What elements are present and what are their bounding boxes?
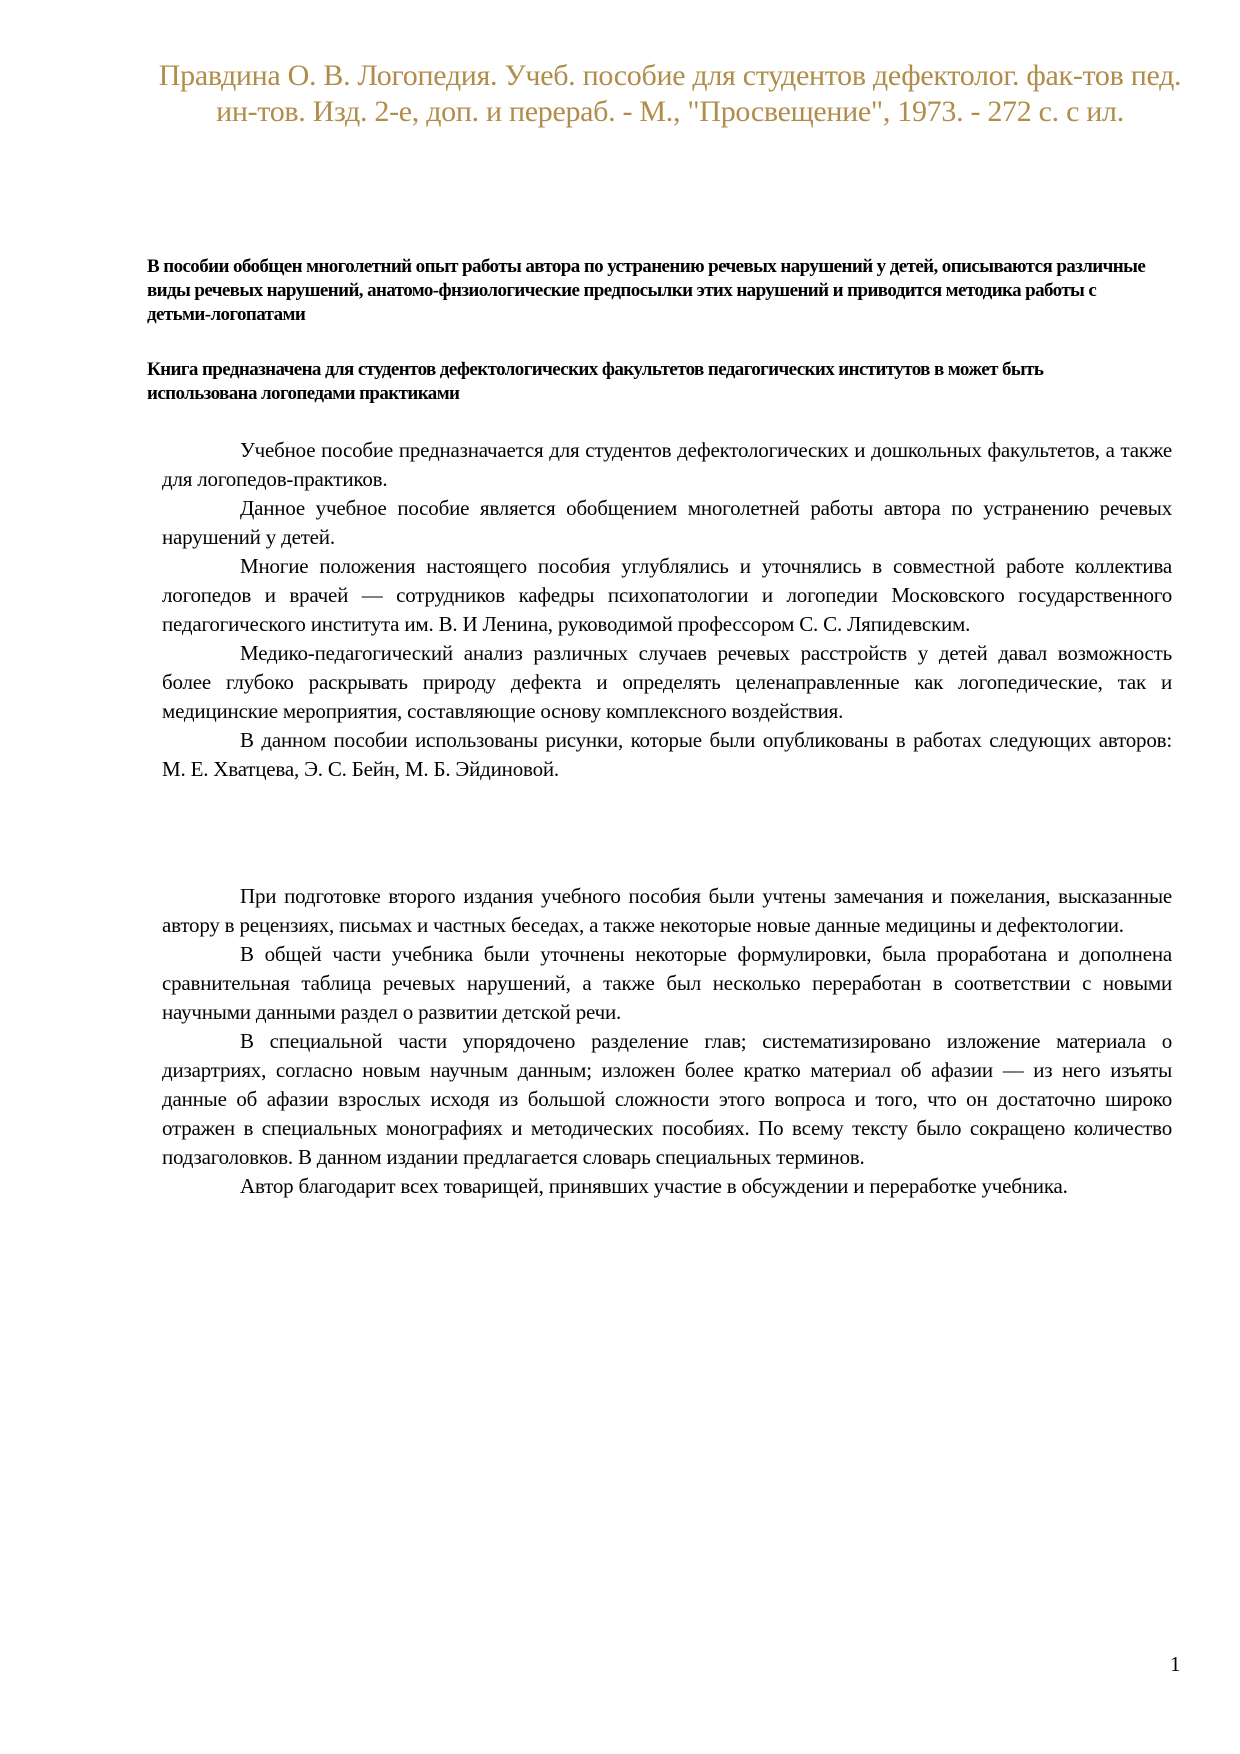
paragraph: Учебное пособие предназначается для студентов дефектологических и дошкольных факультетов, а также для логопедов-практиков. bbox=[162, 438, 1172, 491]
paragraph: При подготовке второго издания учебного пособия были учтены замечания и пожелания, высказанные автору в рецензиях, письмах и частных беседах, а также некоторые новые данные медицины и дефектологии. bbox=[162, 884, 1172, 937]
paragraph: В общей части учебника были уточнены некоторые формулировки, была проработана и дополнена сравнительная таблица речевых нарушений, а также был несколько переработан в соответствии с новыми научными данными раздел о развитии детской речи. bbox=[162, 942, 1172, 1024]
abstract-audience: Книга предназначена для студентов дефектологических факультетов педагогических институтов в может быть использована логопедами практиками bbox=[147, 359, 1044, 404]
paragraph: В данном пособии использованы рисунки, которые были опубликованы в работах следующих авторов: М. Е. Хватцева, Э. С. Бейн, М. Б. Эйдиновой. bbox=[162, 728, 1172, 781]
preface-first-edition bbox=[162, 436, 1172, 784]
preface-second-edition bbox=[162, 882, 1172, 1201]
paragraph: В специальной части упорядочено разделение глав; систематизировано изложение материала о дизартриях, согласно новым научным данным; изложен более кратко материал об афазии — из него изъяты данные об афазии взрослых исходя из большой сложности этого вопроса и того, что он достаточно широко отражен в специальных монографиях и методических пособиях. По всему тексту было сокращено количество подзаголовков. В данном издании предлагается словарь специальных терминов. bbox=[162, 1029, 1172, 1169]
page-number: 1 bbox=[1170, 1652, 1181, 1676]
paragraph: Автор благодарит всех товарищей, принявших участие в обсуждении и переработке учебника. bbox=[240, 1174, 1068, 1198]
bibliographic-title: Правдина О. В. Логопедия. Учеб. пособие для студентов дефектолог. фак-тов пед. ин-тов. Изд. 2-е, доп. и перераб. - М., "Просвещение", 1973. - 272 с. с ил. bbox=[158, 59, 1182, 128]
abstract-summary: В пособии обобщен многолетний опыт работы автора по устранению речевых нарушений у детей, описываются различные виды речевых нарушений, анатомо-фнзиологические предпосылки этих нарушений и приводится методика работы с детьми-логопатами bbox=[147, 256, 1146, 325]
paragraph: Многие положения настоящего пособия углублялись и уточнялись в совместной работе коллектива логопедов и врачей — сотрудников кафедры психопатологии и логопедии Московского государственного педагогического института им. В. И Ленина, руководимой профессором С. С. Ляпидевским. bbox=[162, 554, 1172, 636]
paragraph: Данное учебное пособие является обобщением многолетней работы автора по устранению речевых нарушений у детей. bbox=[162, 496, 1172, 549]
paragraph: Медико-педагогический анализ различных случаев речевых расстройств у детей давал возможность более глубоко раскрывать природу дефекта и определять целенаправленные как логопедические, так и медицинские мероприятия, составляющие основу комплексного воздействия. bbox=[162, 641, 1172, 723]
